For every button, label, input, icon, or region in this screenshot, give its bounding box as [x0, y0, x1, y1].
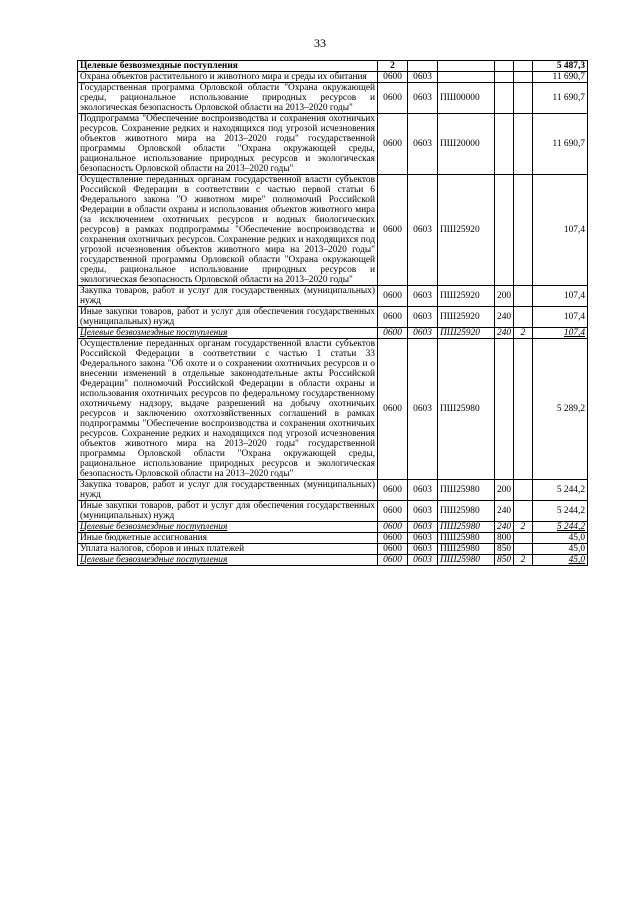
budget-table	[77, 60, 588, 566]
table-row	[78, 501, 588, 522]
amount-cell: 5 244,2	[533, 480, 588, 501]
subsection-code-cell: 0603	[408, 555, 438, 566]
subsection-code-cell: 0603	[408, 175, 438, 286]
target-article-cell: ПШ25980	[438, 522, 495, 533]
row-name-cell: Иные закупки товаров, работ и услуг для обеспечения государственных (муниципальных) нужд	[78, 501, 378, 522]
subsection-code-cell: 0603	[408, 533, 438, 544]
target-article-cell: ПШ25980	[438, 501, 495, 522]
row-name-cell: Уплата налогов, сборов и иных платежей	[78, 544, 378, 555]
section-code-cell: 0600	[378, 339, 408, 480]
table-row	[78, 480, 588, 501]
row-name-cell: Целевые безвозмездные поступления	[78, 328, 378, 339]
table-row	[78, 328, 588, 339]
row-name-cell: Целевые безвозмездные поступления	[78, 522, 378, 533]
subsection-code-cell: 0603	[408, 339, 438, 480]
source-code-cell	[514, 501, 533, 522]
table-row	[78, 339, 588, 480]
target-article-cell: ПШ25920	[438, 328, 495, 339]
source-code-cell	[514, 114, 533, 175]
amount-cell: 45,0	[533, 533, 588, 544]
amount-cell: 11 690,7	[533, 72, 588, 83]
table-row	[78, 83, 588, 114]
target-article-cell: ПШ25920	[438, 175, 495, 286]
table-row	[78, 544, 588, 555]
target-article-cell: ПШ25980	[438, 544, 495, 555]
page-number: 33	[314, 36, 326, 50]
section-code-cell: 2	[378, 61, 408, 72]
subsection-code-cell: 0603	[408, 544, 438, 555]
target-article-cell: ПШ20000	[438, 114, 495, 175]
section-code-cell: 0600	[378, 175, 408, 286]
row-name-cell: Иные закупки товаров, работ и услуг для обеспечения государственных (муниципальных) нужд	[78, 307, 378, 328]
amount-cell: 5 244,2	[533, 522, 588, 533]
amount-cell: 11 690,7	[533, 114, 588, 175]
section-code-cell: 0600	[378, 114, 408, 175]
subsection-code-cell: 0603	[408, 480, 438, 501]
section-code-cell: 0600	[378, 522, 408, 533]
budget-table-body	[78, 61, 588, 566]
section-code-cell: 0600	[378, 286, 408, 307]
target-article-cell: ПШ25920	[438, 307, 495, 328]
table-row	[78, 72, 588, 83]
table-row	[78, 522, 588, 533]
row-name-cell: Осуществление переданных органам государственной власти субъектов Российской Федерации в соответствии с частью 1 статьи 33 Федерального закона "Об охоте и о сохранении охотничьих ресурсов и о внесении изменений в отдельные законодательные акты Российской Федерации" полномочий Российской Федерации в области охраны и использования охотничьих ресурсов по федеральному государственному охотничьему надзору, выдаче разрешений на добычу охотничьих ресурсов и заключению охотхозяйственных соглашений в рамках подпрограммы "Обеспечение воспроизводства и сохранения охотничьих ресурсов. Сохранение редких и находящихся под угрозой исчезновения объектов животного мира на 2013–2020 годы" государственной программы Орловской области "Охрана окружающей среды, рациональное использование природных ресурсов и экологическая безопасность Орловской области на 2013–2020 годы"	[78, 339, 378, 480]
row-name-cell: Государственная программа Орловской области "Охрана окружающей среды, рациональное использование природных ресурсов и экологическая безопасность Орловской области на 2013–2020 годы"	[78, 83, 378, 114]
amount-cell: 107,4	[533, 286, 588, 307]
amount-cell: 107,4	[533, 175, 588, 286]
expense-type-cell: 240	[495, 501, 514, 522]
target-article-cell: ПШ25980	[438, 480, 495, 501]
amount-cell: 45,0	[533, 544, 588, 555]
target-article-cell	[438, 72, 495, 83]
expense-type-cell	[495, 114, 514, 175]
expense-type-cell	[495, 72, 514, 83]
source-code-cell	[514, 533, 533, 544]
source-code-cell	[514, 544, 533, 555]
source-code-cell	[514, 61, 533, 72]
table-row	[78, 533, 588, 544]
expense-type-cell: 240	[495, 307, 514, 328]
source-code-cell	[514, 72, 533, 83]
row-name-cell: Подпрограмма "Обеспечение воспроизводства и сохранения охотничьих ресурсов. Сохранение редких и находящихся под угрозой исчезновения объектов животного мира на 2013–2020 годы" государственной программы Орловской области "Охрана окружающей среды, рациональное использование природных ресурсов и экологическая безопасность Орловской области на 2013–2020 годы"	[78, 114, 378, 175]
expense-type-cell	[495, 61, 514, 72]
subsection-code-cell: 0603	[408, 307, 438, 328]
subsection-code-cell: 0603	[408, 72, 438, 83]
section-code-cell: 0600	[378, 555, 408, 566]
source-code-cell	[514, 286, 533, 307]
expense-type-cell	[495, 175, 514, 286]
table-row	[78, 114, 588, 175]
expense-type-cell: 850	[495, 544, 514, 555]
source-code-cell	[514, 339, 533, 480]
table-row	[78, 61, 588, 72]
expense-type-cell: 200	[495, 480, 514, 501]
source-code-cell	[514, 175, 533, 286]
amount-cell: 107,4	[533, 328, 588, 339]
source-code-cell	[514, 480, 533, 501]
section-code-cell: 0600	[378, 501, 408, 522]
row-name-cell: Осуществление переданных органам государственной власти субъектов Российской Федерации в соответствии с частью первой статьи 6 Федерального закона "О животном мире" полномочий Российской Федерации в области охраны и использования объектов животного мира (за исключением охотничьих ресурсов и водных биологических ресурсов) в рамках подпрограммы "Обеспечение воспроизводства и сохранения охотничьих ресурсов. Сохранение редких и находящихся под угрозой исчезновения объектов животного мира на 2013–2020 годы" государственной программы Орловской области "Охрана окружающей среды, рациональное использование природных ресурсов и экологическая безопасность Орловской области на 2013–2020 годы"	[78, 175, 378, 286]
subsection-code-cell: 0603	[408, 286, 438, 307]
source-code-cell	[514, 307, 533, 328]
section-code-cell: 0600	[378, 307, 408, 328]
expense-type-cell: 200	[495, 286, 514, 307]
section-code-cell: 0600	[378, 72, 408, 83]
target-article-cell: ПШ25980	[438, 339, 495, 480]
subsection-code-cell	[408, 61, 438, 72]
table-row	[78, 286, 588, 307]
table-row	[78, 307, 588, 328]
target-article-cell: ПШ25920	[438, 286, 495, 307]
source-code-cell: 2	[514, 522, 533, 533]
amount-cell: 45,0	[533, 555, 588, 566]
target-article-cell: ПШ00000	[438, 83, 495, 114]
subsection-code-cell: 0603	[408, 522, 438, 533]
source-code-cell: 2	[514, 555, 533, 566]
section-code-cell: 0600	[378, 328, 408, 339]
expense-type-cell	[495, 83, 514, 114]
row-name-cell: Иные бюджетные ассигнования	[78, 533, 378, 544]
target-article-cell	[438, 61, 495, 72]
expense-type-cell: 800	[495, 533, 514, 544]
expense-type-cell: 240	[495, 522, 514, 533]
target-article-cell: ПШ25980	[438, 555, 495, 566]
row-name-cell: Целевые безвозмездные поступления	[78, 555, 378, 566]
subsection-code-cell: 0603	[408, 501, 438, 522]
source-code-cell	[514, 83, 533, 114]
expense-type-cell: 240	[495, 328, 514, 339]
section-code-cell: 0600	[378, 480, 408, 501]
table-row	[78, 175, 588, 286]
expense-type-cell	[495, 339, 514, 480]
row-name-cell: Охрана объектов растительного и животного мира и среды их обитания	[78, 72, 378, 83]
amount-cell: 5 289,2	[533, 339, 588, 480]
amount-cell: 107,4	[533, 307, 588, 328]
amount-cell: 5 487,3	[533, 61, 588, 72]
subsection-code-cell: 0603	[408, 114, 438, 175]
row-name-cell: Закупка товаров, работ и услуг для государственных (муниципальных) нужд	[78, 286, 378, 307]
section-code-cell: 0600	[378, 533, 408, 544]
table-row	[78, 555, 588, 566]
source-code-cell: 2	[514, 328, 533, 339]
row-name-cell: Закупка товаров, работ и услуг для государственных (муниципальных) нужд	[78, 480, 378, 501]
amount-cell: 11 690,7	[533, 83, 588, 114]
amount-cell: 5 244,2	[533, 501, 588, 522]
section-code-cell: 0600	[378, 544, 408, 555]
subsection-code-cell: 0603	[408, 328, 438, 339]
row-name-cell: Целевые безвозмездные поступления	[78, 61, 378, 72]
expense-type-cell: 850	[495, 555, 514, 566]
subsection-code-cell: 0603	[408, 83, 438, 114]
target-article-cell: ПШ25980	[438, 533, 495, 544]
section-code-cell: 0600	[378, 83, 408, 114]
